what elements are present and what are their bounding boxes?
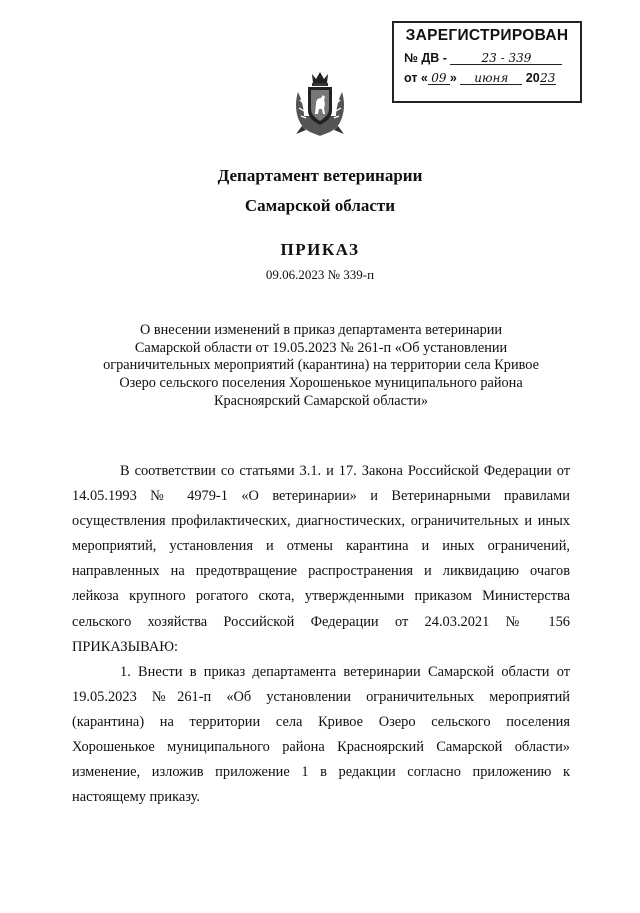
- stamp-date-sep: »: [449, 71, 457, 85]
- order-body: [72, 459, 570, 810]
- subject-line: О внесении изменений в приказ департамента ветеринарии: [139, 322, 503, 338]
- subject-line: Самарской области от 19.05.2023 № 261-п «Об установлении: [134, 339, 508, 356]
- stamp-date-prefix: от «: [404, 71, 428, 85]
- preamble-paragraph: В соответствии со статьями 3.1. и 17. Закона Российской Федерации от 14.05.1993 № 4979-1 «О ветеринарии» и Ветеринарными правилами осуществления профилактических, диагностических, ограничительных и иных мероприятий, установления и отмены карантина и иных ограничений, направленных на предотвращение распространения и ликвидацию очагов лейкоза крупного рогатого скота, утвержденными приказом Министерства сельского хозяйства Российской Федерации от 24.03.2021 № 156 ПРИКАЗЫВАЮ:: [72, 463, 570, 655]
- department-name-line2: Самарской области: [244, 196, 396, 215]
- stamp-year-prefix: 20: [525, 71, 540, 85]
- stamp-date-month: июня: [460, 73, 522, 85]
- stamp-year-suffix: 23: [540, 71, 556, 85]
- department-name-line1: Департамент ветеринарии: [217, 166, 423, 185]
- subject-line: Озеро сельского поселения Хорошенькое муниципального района: [119, 375, 523, 392]
- order-title: ПРИКАЗ: [280, 240, 360, 259]
- stamp-number-label: № ДВ -: [404, 51, 447, 65]
- stamp-date-line: [404, 71, 570, 85]
- samara-coat-of-arms-icon: [292, 70, 348, 138]
- stamp-date-day: 09: [428, 73, 450, 85]
- order-date-number: 09.06.2023 № 339-п: [265, 267, 375, 282]
- order-subject: [86, 322, 556, 411]
- stamp-number-value: 23 - 339: [450, 53, 562, 65]
- item-1-paragraph: 1. Внести в приказ департамента ветеринарии Самарской области от 19.05.2023 №261-п «Об установлении ограничительных мероприятий (карантина) на территории села Кривое Озеро сельского поселения Хорошенькое муниципального района Красноярский Самарской области» изменение, изложив приложение 1 в редакции согласно приложению к настоящему приказу.: [72, 663, 570, 806]
- stamp-number-line: [404, 51, 570, 65]
- stamp-title: ЗАРЕГИСТРИРОВАН: [405, 27, 569, 44]
- subject-line: Красноярский Самарской области»: [214, 392, 428, 409]
- registration-stamp: [392, 21, 582, 103]
- subject-line: ограничительных мероприятий (карантина) на территории села Кривое: [103, 357, 539, 374]
